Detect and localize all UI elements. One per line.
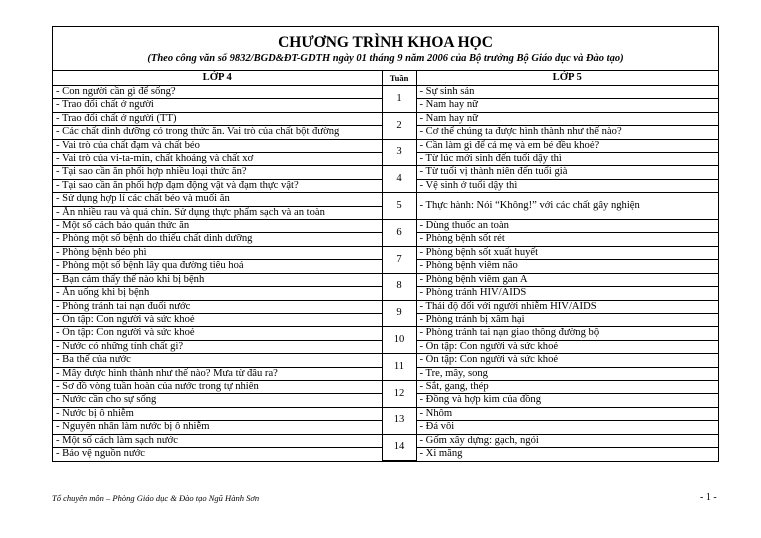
curriculum-document [52,26,719,462]
grade5-lesson: - Phòng tránh bị xâm hại [416,313,718,326]
grade4-lesson: - Ăn nhiều rau và quả chín. Sử dụng thực phẩm sạch và an toàn [53,206,382,219]
table-row [53,300,718,313]
grade5-lesson: - Thái độ đối với người nhiễm HIV/AIDS [416,300,718,313]
page-title: CHƯƠNG TRÌNH KHOA HỌC [278,34,493,51]
grade5-lesson: - Đá vôi [416,421,718,434]
table-row [53,434,718,447]
grade5-lesson: - Phòng tránh HIV/AIDS [416,287,718,300]
column-header-grade5: LỚP 5 [416,71,718,86]
grade4-lesson: - Phòng một số bệnh do thiếu chất dinh dưỡng [53,233,382,246]
week-number: 6 [382,220,416,247]
grade5-lesson: - Thực hành: Nói “Không!” với các chất gây nghiện [416,193,718,220]
table-row [53,246,718,259]
page-number: - 1 - [700,492,717,503]
week-number: 5 [382,193,416,220]
table-row [53,166,718,179]
grade4-lesson: - Nguyên nhân làm nước bị ô nhiễm [53,421,382,434]
grade4-lesson: - Bảo vệ nguồn nước [53,447,382,460]
column-header-grade4: LỚP 4 [53,71,382,86]
week-number: 4 [382,166,416,193]
week-number: 9 [382,300,416,327]
grade5-lesson: - Phòng tránh tai nạn giao thông đường bộ [416,327,718,340]
grade5-lesson: - Từ lúc mới sinh đến tuổi dậy thì [416,153,718,166]
grade4-lesson: - Vai trò của chất đạm và chất béo [53,139,382,152]
table-row [53,327,718,340]
grade5-lesson: - Sắt, gang, thép [416,380,718,393]
grade5-lesson: - Cần làm gì để cả mẹ và em bé đều khoẻ? [416,139,718,152]
grade5-lesson: - Từ tuổi vị thành niên đến tuổi già [416,166,718,179]
grade4-lesson: - Trao đổi chất ở người [53,99,382,112]
grade4-lesson: - Sơ đồ vòng tuần hoàn của nước trong tự nhiên [53,380,382,393]
grade4-lesson: - Ôn tập: Con người và sức khoẻ [53,313,382,326]
grade5-lesson: - Nhôm [416,407,718,420]
table-body [53,86,718,461]
week-number: 3 [382,139,416,166]
table-header-row [53,71,718,86]
table-row [53,220,718,233]
grade4-lesson: - Tại sao cần ăn phối hợp đạm động vật và đạm thực vật? [53,179,382,192]
week-number: 2 [382,112,416,139]
grade4-lesson: - Nước có những tính chất gì? [53,340,382,353]
table-row [53,86,718,99]
grade4-lesson: - Bạn cảm thấy thế nào khi bị bệnh [53,273,382,286]
table-row [53,354,718,367]
grade4-lesson: - Con người cần gì để sống? [53,86,382,99]
footer-organization: Tổ chuyên môn – Phòng Giáo dục & Đào tạo Ngũ Hành Sơn [52,493,260,503]
grade5-lesson: - Phòng bệnh sốt xuất huyết [416,246,718,259]
grade4-lesson: - Các chất dinh dưỡng có trong thức ăn. Vai trò của chất bột đường [53,126,382,139]
grade4-lesson: - Một số cách bảo quản thức ăn [53,220,382,233]
week-number: 12 [382,380,416,407]
table-row [53,139,718,152]
grade4-lesson: - Phòng bệnh béo phì [53,246,382,259]
week-number: 11 [382,354,416,381]
grade5-lesson: - Nam hay nữ [416,99,718,112]
grade4-lesson: - Tại sao cần ăn phối hợp nhiều loại thức ăn? [53,166,382,179]
grade4-lesson: - Một số cách làm sạch nước [53,434,382,447]
grade5-lesson: - Phòng bệnh viêm não [416,260,718,273]
grade4-lesson: - Mây được hình thành như thế nào? Mưa từ đâu ra? [53,367,382,380]
table-row [53,407,718,420]
grade4-lesson: - Ba thể của nước [53,354,382,367]
grade4-lesson: - Vai trò của vi-ta-min, chất khoáng và chất xơ [53,153,382,166]
week-number: 8 [382,273,416,300]
week-number: 7 [382,246,416,273]
grade5-lesson: - Cơ thể chúng ta được hình thành như thế nào? [416,126,718,139]
table-row [53,193,718,206]
table-row [53,112,718,125]
grade4-lesson: - Sử dụng hợp lí các chất béo và muối ăn [53,193,382,206]
grade5-lesson: - Vệ sinh ở tuổi dậy thì [416,179,718,192]
grade4-lesson: - Trao đổi chất ở người (TT) [53,112,382,125]
page-subtitle: (Theo công văn số 9832/BGD&ĐT-GDTH ngày 01 tháng 9 năm 2006 của Bộ trưởng Bộ Giáo dục và Đào tạo) [147,53,624,64]
grade5-lesson: - Phòng bệnh sốt rét [416,233,718,246]
week-number: 1 [382,86,416,113]
grade4-lesson: - Nước cần cho sự sống [53,394,382,407]
table-row [53,273,718,286]
grade4-lesson: - Phòng một số bệnh lây qua đường tiêu hoá [53,260,382,273]
column-header-week: Tuần [382,71,416,86]
grade5-lesson: - Sự sinh sản [416,86,718,99]
grade5-lesson: - Phòng bệnh viêm gan A [416,273,718,286]
week-number: 14 [382,434,416,460]
week-number: 10 [382,327,416,354]
grade5-lesson: - Gốm xây dựng: gạch, ngói [416,434,718,447]
grade5-lesson: - Xi măng [416,447,718,460]
curriculum-table [53,71,718,461]
grade5-lesson: - Tre, mây, song [416,367,718,380]
grade5-lesson: - Ôn tập: Con người và sức khoẻ [416,340,718,353]
grade4-lesson: - Ăn uống khi bị bệnh [53,287,382,300]
grade5-lesson: - Nam hay nữ [416,112,718,125]
grade4-lesson: - Phòng tránh tai nạn đuối nước [53,300,382,313]
grade5-lesson: - Dùng thuốc an toàn [416,220,718,233]
grade4-lesson: - Nước bị ô nhiễm [53,407,382,420]
document-header [53,27,718,71]
table-row [53,380,718,393]
week-number: 13 [382,407,416,434]
grade5-lesson: - Ôn tập: Con người và sức khoẻ [416,354,718,367]
grade4-lesson: - Ôn tập: Con người và sức khoẻ [53,327,382,340]
grade5-lesson: - Đồng và hợp kim của đồng [416,394,718,407]
